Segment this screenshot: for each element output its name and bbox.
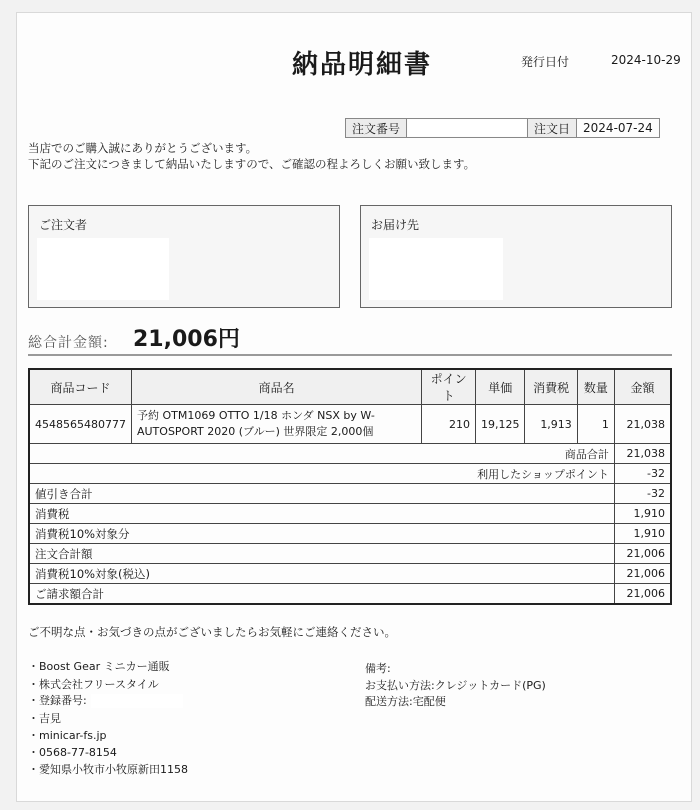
divider: [28, 354, 672, 356]
contact-note: ご不明な点・お気づきの点がございましたらお気軽にご連絡ください。: [28, 625, 396, 639]
greeting-line-2: 下記のご注文につきまして納品いたしますので、ご確認の程よろしくお願い致します。: [28, 157, 476, 171]
shop-line-3: ・登録番号:: [28, 694, 87, 707]
item-qty: 1: [577, 405, 614, 444]
order-total-value: 21,006: [614, 544, 671, 564]
item-unit-price: 19,125: [475, 405, 525, 444]
shop-line-6: ・0568-77-8154: [28, 746, 117, 759]
shop-line-4: ・吉見: [28, 712, 61, 725]
orderer-label: ご注文者: [39, 218, 88, 232]
header-name: 商品名: [131, 369, 421, 405]
header-tax: 消費税: [525, 369, 577, 405]
shop-point-value: -32: [614, 464, 671, 484]
taxable10-row: [29, 564, 671, 584]
delivery-box: [360, 205, 672, 308]
shop-line-5: ・minicar-fs.jp: [28, 729, 107, 742]
greeting-line-1: 当店でのご購入誠にありがとうございます。: [28, 141, 258, 155]
discount-label: 値引き合計: [29, 484, 614, 504]
billing-total-row: [29, 584, 671, 605]
notes-label: 備考:: [365, 662, 391, 675]
shop-point-label: 利用したショップポイント: [29, 464, 614, 484]
taxable10-label: 消費税10%対象(税込): [29, 564, 614, 584]
subtotal-value: 21,038: [614, 444, 671, 464]
item-tax: 1,913: [525, 405, 577, 444]
table-row: [29, 405, 671, 444]
delivery-redacted: [369, 238, 503, 300]
grand-total-label: 総合計金額:: [28, 335, 109, 351]
subtotal-label: 商品合計: [29, 444, 614, 464]
grand-total-value: 21,006円: [133, 327, 240, 352]
issue-date-label: 発行日付: [521, 55, 570, 69]
tax10-row: [29, 524, 671, 544]
order-date: 2024-07-24: [577, 119, 660, 138]
header-amount: 金額: [614, 369, 671, 405]
orderer-box: [28, 205, 340, 308]
order-total-label: 注文合計額: [29, 544, 614, 564]
discount-value: -32: [614, 484, 671, 504]
delivery-label: お届け先: [371, 218, 420, 232]
orderer-redacted: [37, 238, 169, 300]
tax-row: [29, 504, 671, 524]
shop-line-2: ・株式会社フリースタイル: [28, 678, 159, 691]
header-point: ポイント: [422, 369, 476, 405]
discount-row: [29, 484, 671, 504]
item-code: 4548565480777: [29, 405, 131, 444]
shop-point-row: [29, 464, 671, 484]
billing-total-value: 21,006: [614, 584, 671, 605]
delivery-method: 配送方法:宅配便: [365, 695, 446, 708]
header-code: 商品コード: [29, 369, 131, 405]
document-title: 納品明細書: [292, 50, 433, 80]
order-date-label: 注文日: [528, 119, 577, 138]
issue-date: 2024-10-29: [611, 53, 681, 67]
header-qty: 数量: [577, 369, 614, 405]
items-table: [28, 368, 672, 605]
order-total-row: [29, 544, 671, 564]
shop-line-7: ・愛知県小牧市小牧原新田1158: [28, 763, 188, 776]
shop-line-1: ・Boost Gear ミニカー通販: [28, 660, 170, 673]
tax10-value: 1,910: [614, 524, 671, 544]
item-point: 210: [422, 405, 476, 444]
taxable10-value: 21,006: [614, 564, 671, 584]
order-meta-table: [345, 118, 660, 138]
item-name: 予約 OTM1069 OTTO 1/18 ホンダ NSX by W-AUTOSPORT 2020 (ブルー) 世界限定 2,000個: [131, 405, 421, 444]
item-amount: 21,038: [614, 405, 671, 444]
order-number-label: 注文番号: [346, 119, 407, 138]
order-number-redacted: [407, 119, 528, 138]
payment-method: お支払い方法:クレジットカード(PG): [365, 679, 546, 692]
billing-total-label: ご請求額合計: [29, 584, 614, 605]
tax-value: 1,910: [614, 504, 671, 524]
header-unit-price: 単価: [475, 369, 525, 405]
registration-redacted: [91, 694, 183, 708]
registration-row: [28, 692, 183, 708]
tax10-label: 消費税10%対象分: [29, 524, 614, 544]
tax-label: 消費税: [29, 504, 614, 524]
subtotal-row: [29, 444, 671, 464]
